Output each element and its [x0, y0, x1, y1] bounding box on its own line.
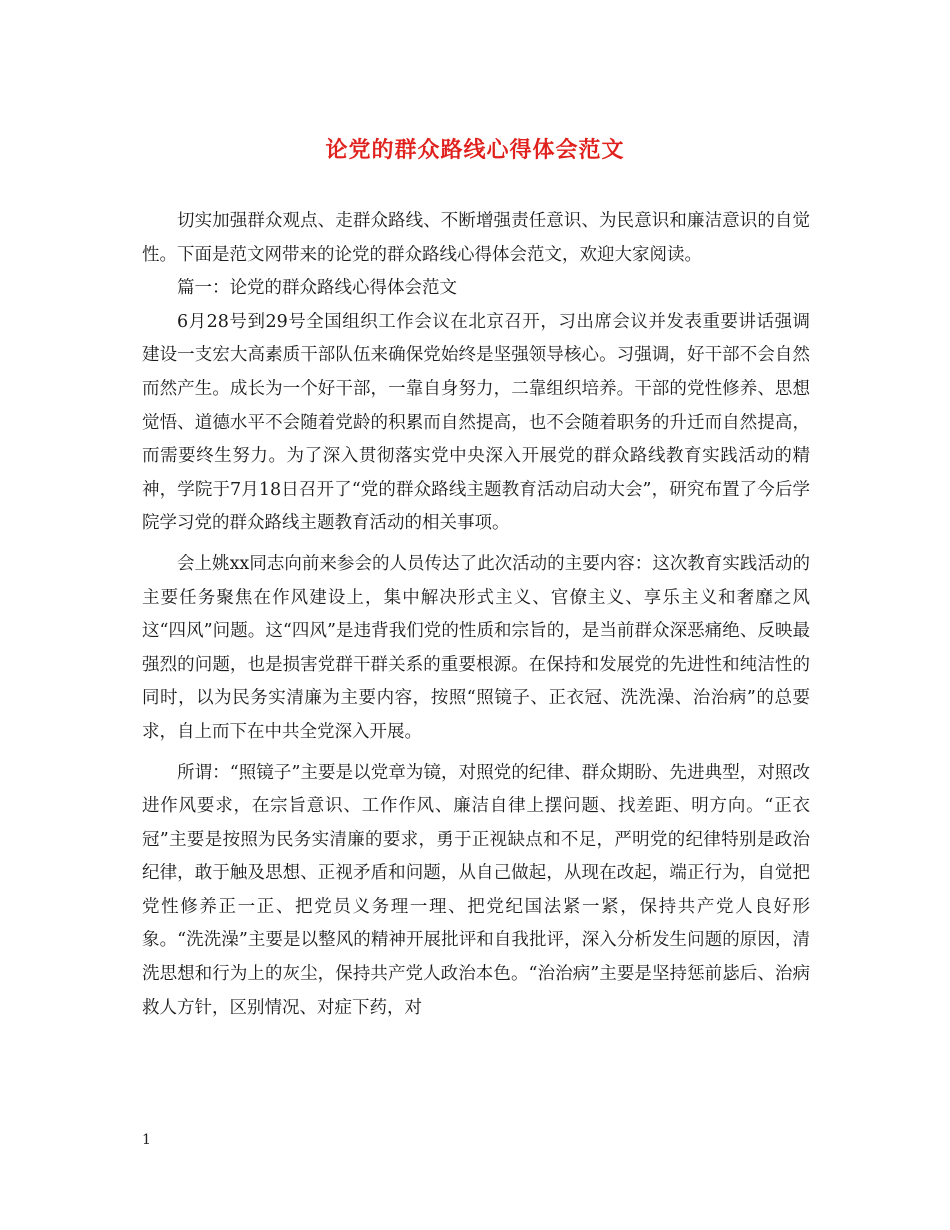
paragraph-intro: 切实加强群众观点、走群众路线、不断增强责任意识、为民意识和廉洁意识的自觉性。下面是范文网带来的论党的群众路线心得体会范文，欢迎大家阅读。: [142, 211, 810, 265]
document-title: 论党的群众路线心得体会范文: [325, 137, 625, 163]
paragraph-section-heading: 篇一：论党的群众路线心得体会范文: [177, 278, 457, 299]
paragraph-conference: 6月28号到29号全国组织工作会议在北京召开，习出席会议并发表重要讲话强调建设一支宏大高素质干部队伍来确保党始终是坚强领导核心。习强调，好干部不会自然而然产生。成长为一个好干部，一靠自身努力，二靠组织培养。干部的党性修养、思想觉悟、道德水平不会随着党龄的积累而自然提高，也不会随着职务的升迁而自然提高，而需要终生努力。为了深入贯彻落实党中央深入开展党的群众路线教育实践活动的精神，学院于7月18日召开了“党的群众路线主题教育活动启动大会”，研究布置了今后学院学习党的群众路线主题教育活动的相关事项。: [142, 311, 810, 534]
paragraph-mirror: 所谓：“照镜子”主要是以党章为镜，对照党的纪律、群众期盼、先进典型，对照改进作风要求，在宗旨意识、工作作风、廉洁自律上摆问题、找差距、明方向。“正衣冠”主要是按照为民务实清廉的要求，勇于正视缺点和不足，严明党的纪律特别是政治纪律，敢于触及思想、正视矛盾和问题，从自己做起，从现在改起，端正行为，自觉把党性修养正一正、把党员义务理一理、把党纪国法紧一紧，保持共产党人良好形象。“洗洗澡”主要是以整风的精神开展批评和自我批评，深入分析发生问题的原因，清洗思想和行为上的灰尘，保持共产党人政治本色。“治治病”主要是坚持惩前毖后、治病救人方针，区别情况、对症下药，对: [142, 762, 810, 1018]
document-body: [142, 205, 810, 1025]
paragraph-four-winds: 会上姚xx同志向前来参会的人员传达了此次活动的主要内容：这次教育实践活动的主要任务聚焦在作风建设上，集中解决形式主义、官僚主义、享乐主义和奢靡之风这“四风”问题。这“四风”是违背我们党的性质和宗旨的，是当前群众深恶痛绝、反映最强烈的问题，也是损害党群干群关系的重要根源。在保持和发展党的先进性和纯洁性的同时，以为民务实清廉为主要内容，按照“照镜子、正衣冠、洗洗澡、治治病”的总要求，自上而下在中共全党深入开展。: [142, 553, 810, 742]
page-number: 1: [142, 1132, 151, 1148]
